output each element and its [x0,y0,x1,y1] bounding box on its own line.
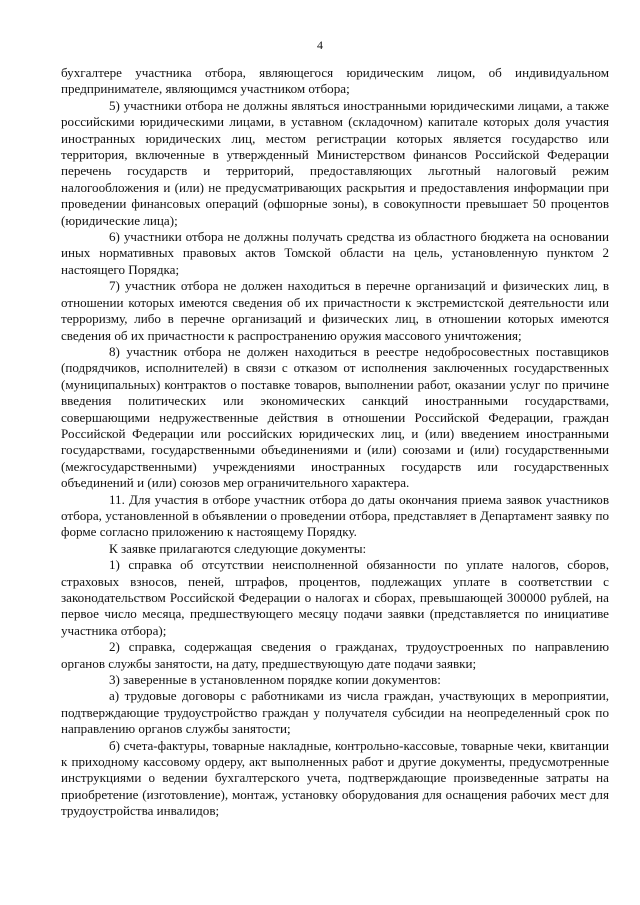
document-body [61,65,609,820]
paragraph-doc-2: 2) справка, содержащая сведения о гражданах, трудоустроенных по направлению органов службы занятости, на дату, предшествующую дате подачи заявки; [61,639,609,671]
paragraph-documents-intro: К заявке прилагаются следующие документы: [109,540,367,556]
paragraph-section-11: 11. Для участия в отборе участник отбора до даты окончания приема заявок участников отбора, установленной в объявлении о проведении отбора, представляет в Департамент заявку по форме согласно приложению к настоящему Порядку. [61,491,609,540]
page-number: 4 [317,38,323,52]
paragraph-doc-3b: б) счета-фактуры, товарные накладные, контрольно-кассовые, товарные чеки, квитанции к приходному кассовому ордеру, акт выполненных работ и другие документы, предусмотренные инструкциями о ведении бухгалтерского учета, подтверждающие произведенные затраты на приобретение (изготовление), монтаж, установку оборудования для оснащения рабочих мест для трудоустройства инвалидов; [61,737,609,819]
paragraph-item-7: 7) участник отбора не должен находиться в перечне организаций и физических лиц, в отношении которых имеются сведения об их причастности к экстремистской деятельности или терроризму, либо в перечне организаций и физических лиц, в отношении которых имеются сведения об их причастности к распространению оружия массового уничтожения; [61,278,609,343]
paragraph-doc-1: 1) справка об отсутствии неисполненной обязанности по уплате налогов, сборов, страховых взносов, пеней, штрафов, процентов, подлежащих уплате в соответствии с законодательством Российской Федерации о налогах и сборах, превышающей 300000 рублей, на первое число месяца, предшествующего месяцу подачи заявки (представляется по инициативе участника отбора); [61,557,609,638]
paragraph-item-5: 5) участники отбора не должны являться иностранными юридическими лицами, а также российскими юридическими лицами, в уставном (складочном) капитале которых доля участия иностранных юридических лиц, местом регистрации которых является государство или территория, включенные в утвержденный Министерством финансов Российской Федерации перечень государств и территорий, предоставляющих льготный налоговый режим налогообложения и (или) не предусматривающих раскрытия и предоставления информации при проведении финансовых операций (офшорные зоны), в совокупности превышает 50 процентов (юридические лица); [61,97,609,228]
paragraph-item-8: 8) участник отбора не должен находиться в реестре недобросовестных поставщиков (подрядчиков, исполнителей) в связи с отказом от исполнения заключенных государственных (муниципальных) контрактов о поставке товаров, выполнении работ, оказании услуг по причине введения политических или экономических санкций иностранными государствами, совершающими недружественные действия в отношении Российской Федерации, граждан Российской Федерации или российских юридических лиц, и (или) введением иностранными государствами, государственными объединениями и (или) союзами и (или) государственными (межгосударственными) учреждениями иностранных государств или государственных объединений и (или) союзов мер ограничительного характера. [61,343,609,491]
paragraph-continued: бухгалтере участника отбора, являющегося юридическим лицом, об индивидуальном предпринимателе, являющимся участником отбора; [61,65,609,97]
paragraph-doc-3: 3) заверенные в установленном порядке копии документов: [109,672,441,688]
paragraph-item-6: 6) участники отбора не должны получать средства из областного бюджета на основании иных нормативных правовых актов Томской области на цель, установленную пунктом 2 настоящего Порядка; [61,229,609,277]
paragraph-doc-3a: а) трудовые договоры с работниками из числа граждан, участвующих в мероприятии, подтверждающие трудоустройство граждан у получателя субсидии на неопределенный срок по направлению органов службы занятости; [61,688,609,737]
